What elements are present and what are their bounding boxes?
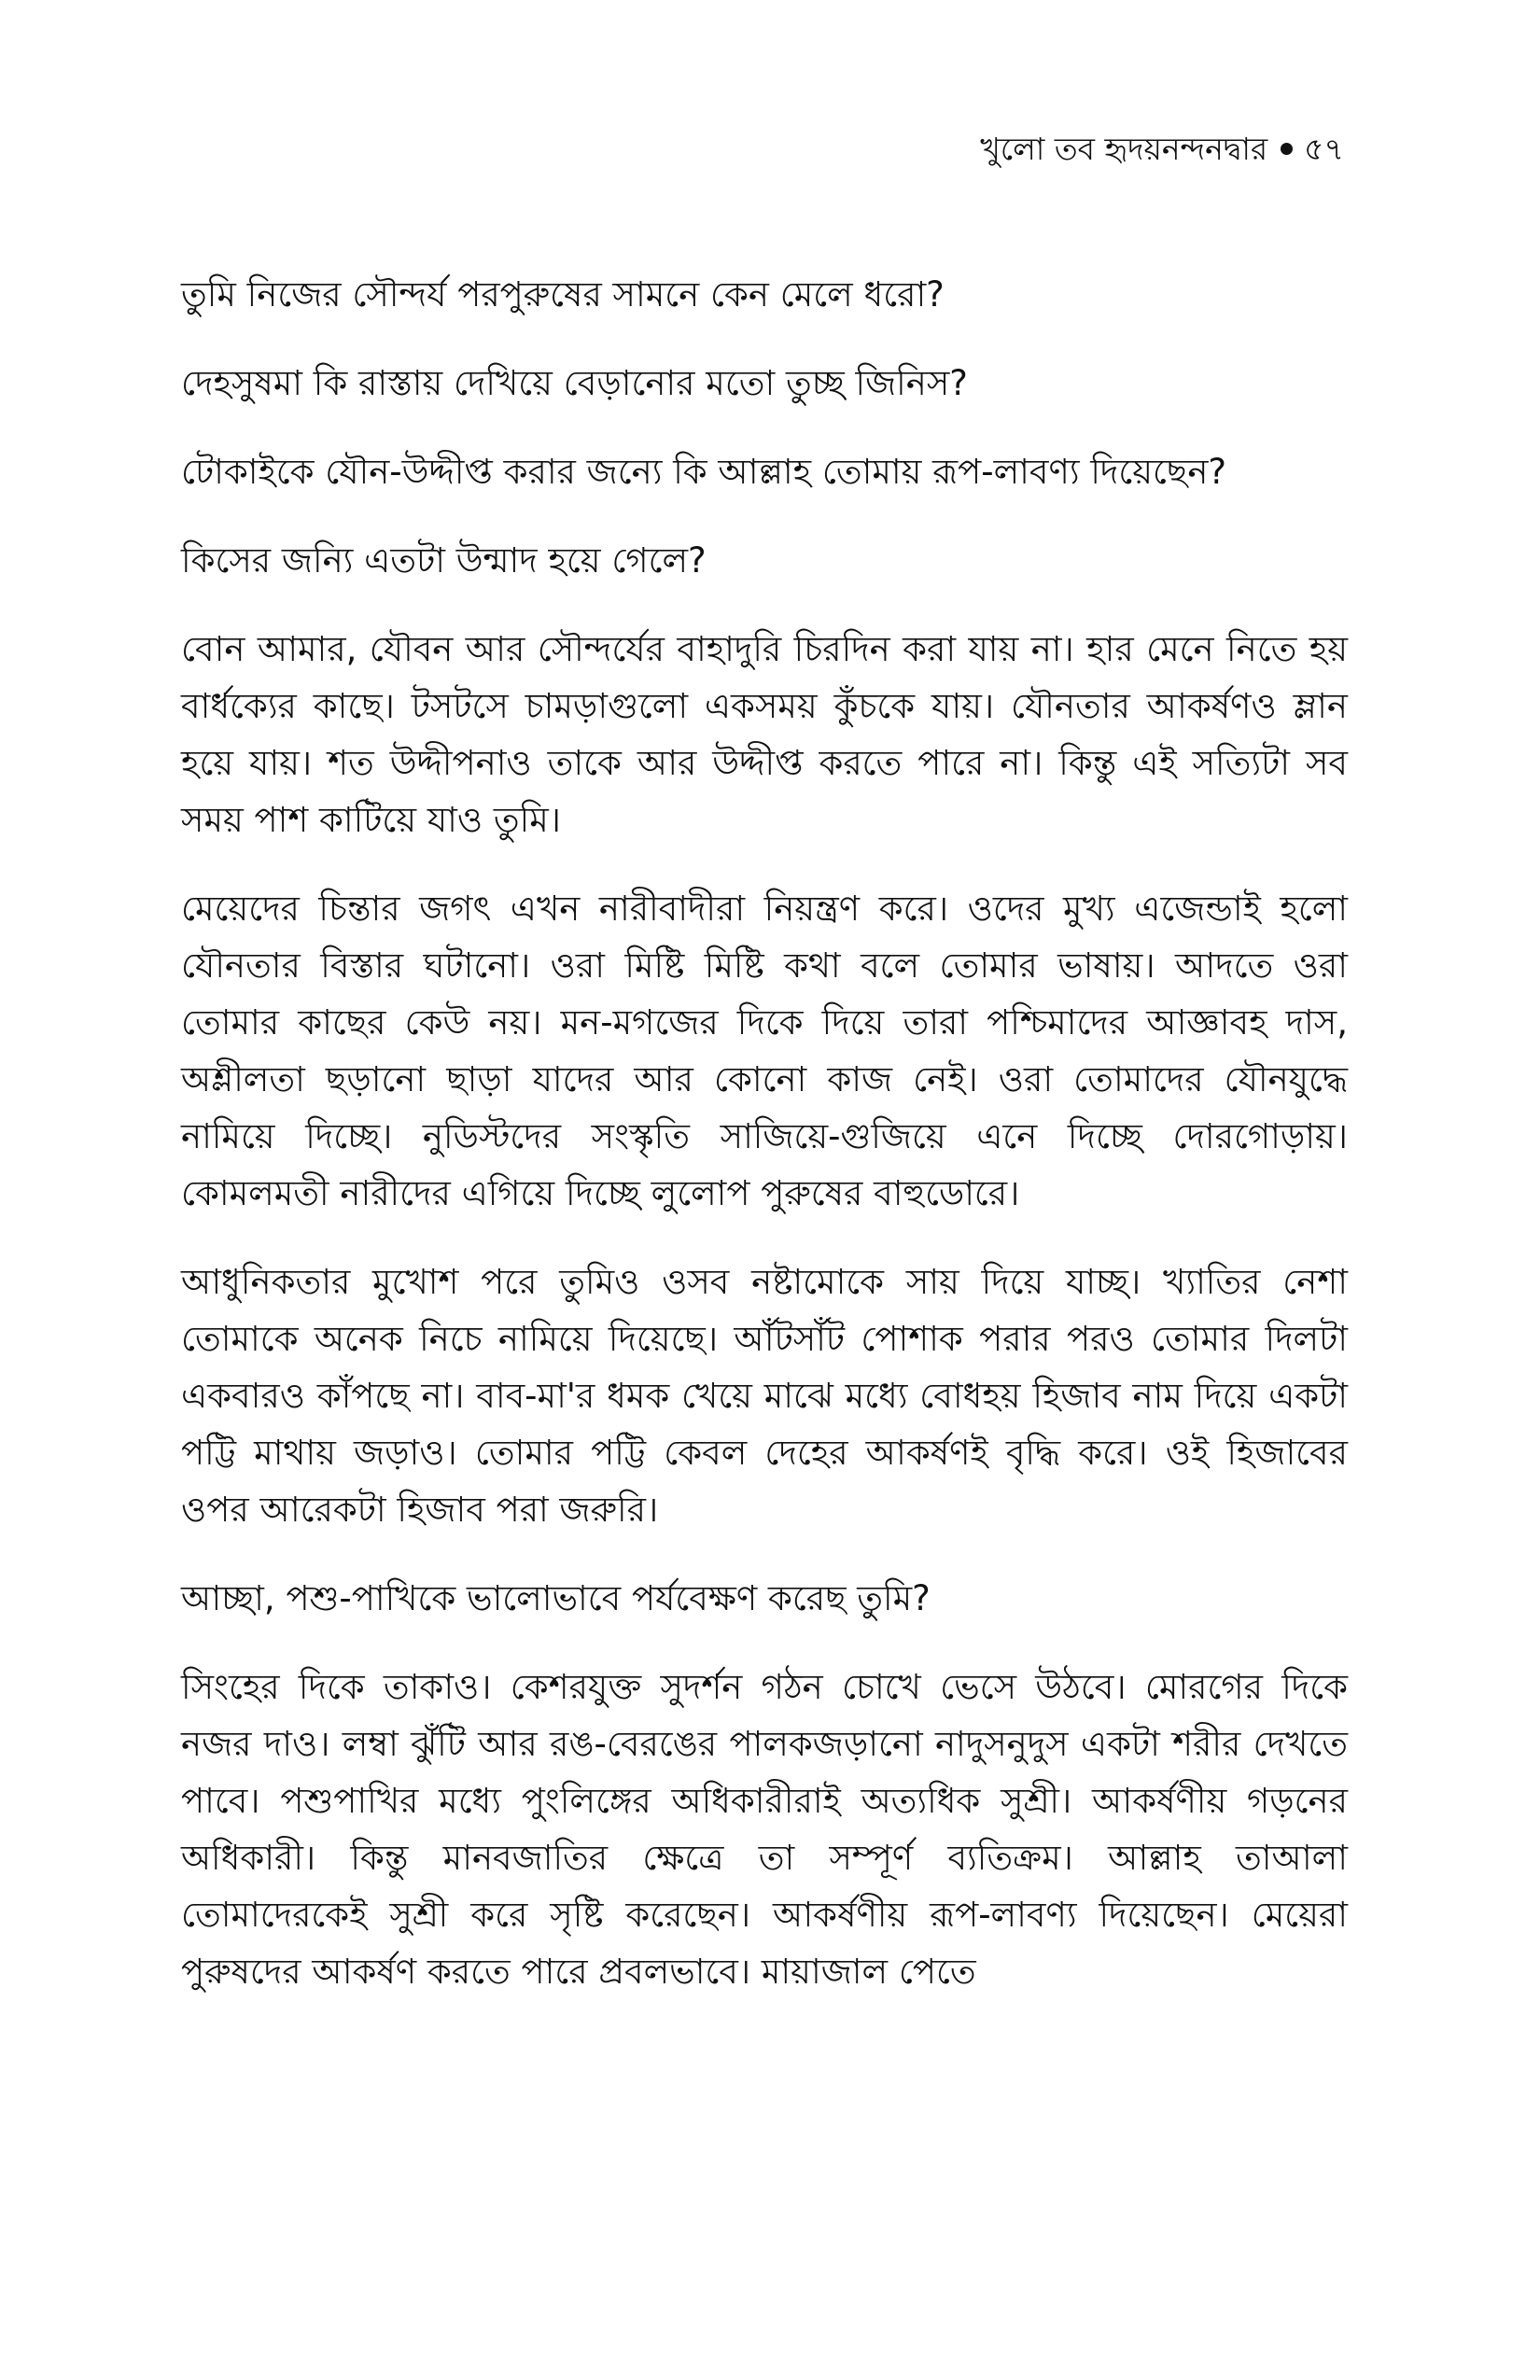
bullet-separator-icon: [1281, 143, 1293, 155]
running-title: খুলো তব হৃদয়নন্দনদ্বার: [980, 131, 1268, 167]
paragraph: তুমি নিজের সৌন্দর্য পরপুরুষের সামনে কেন মেলে ধরো?: [181, 274, 945, 315]
paragraph: আধুনিকতার মুখোশ পরে তুমিও ওসব নষ্টামোকে সায় দিয়ে যাচ্ছ। খ্যাতির নেশা তোমাকে অনেক নিচে নামিয়ে দিয়েছে। আঁটসাঁট পোশাক পরার পরও তোমার দিলটা একবারও কাঁপছে না। বাব-মা'র ধমক খেয়ে মাঝে মধ্যে বোধহয় হিজাব নাম দিয়ে একটা পট্টি মাথায় জড়াও। তোমার পট্টি কেবল দেহের আকর্ষণই বৃদ্ধি করে। ওই হিজাবের ওপর আরেকটা হিজাব পরা জরুরি।: [181, 1262, 1348, 1530]
paragraph: আচ্ছা, পশু-পাখিকে ভালোভাবে পর্যবেক্ষণ করেছ তুমি?: [181, 1578, 931, 1618]
page-number: ৫৭: [1304, 131, 1344, 167]
paragraph: কিসের জন্যি এতটা উন্মাদ হয়ে গেলে?: [181, 540, 707, 581]
paragraph: সিংহের দিকে তাকাও। কেশরযুক্ত সুদর্শন গঠন চোখে ভেসে উঠবে। মোরগের দিকে নজর দাও। লম্বা ঝুঁটি আর রঙ-বেরঙের পালকজড়ানো নাদুসনুদুস একটা শরীর দেখতে পাবে। পশুপাখির মধ্যে পুংলিঙ্গের অধিকারীরাই অত্যধিক সুশ্রী। আকর্ষণীয় গড়নের অধিকারী। কিন্তু মানবজাতির ক্ষেত্রে তা সম্পূর্ণ ব্যতিক্রম। আল্লাহ তাআলা তোমাদেরকেই সুশ্রী করে সৃষ্টি করেছেন। আকর্ষণীয় রূপ-লাবণ্য দিয়েছেন। মেয়েরা পুরুষদের আকর্ষণ করতে পারে প্রবলভাবে। মায়াজাল পেতে: [181, 1667, 1348, 1992]
paragraph: বোন আমার, যৌবন আর সৌন্দর্যের বাহাদুরি চিরদিন করা যায় না। হার মেনে নিতে হয় বার্ধক্যের কাছে। টসটসে চামড়াগুলো একসময় কুঁচকে যায়। যৌনতার আকর্ষণও ম্লান হয়ে যায়। শত উদ্দীপনাও তাকে আর উদ্দীপ্ত করতে পারে না। কিন্তু এই সত্যিটা সব সময় পাশ কাটিয়ে যাও তুমি।: [181, 629, 1348, 840]
paragraph: মেয়েদের চিন্তার জগৎ এখন নারীবাদীরা নিয়ন্ত্রণ করে। ওদের মুখ্য এজেন্ডাই হলো যৌনতার বিস্তার ঘটানো। ওরা মিষ্টি মিষ্টি কথা বলে তোমার ভাষায়। আদতে ওরা তোমার কাছের কেউ নয়। মন-মগজের দিকে দিয়ে তারা পশ্চিমাদের আজ্ঞাবহ দাস, অশ্লীলতা ছড়ানো ছাড়া যাদের আর কোনো কাজ নেই। ওরা তোমাদের যৌনযুদ্ধে নামিয়ে দিচ্ছে। নুডিস্টদের সংস্কৃতি সাজিয়ে-গুজিয়ে এনে দিচ্ছে দোরগোড়ায়। কোমলমতী নারীদের এগিয়ে দিচ্ছে লুলোপ পুরুষের বাহুডোরে।: [181, 889, 1348, 1213]
paragraph: টোকাইকে যৌন-উদ্দীপ্ত করার জন্যে কি আল্লাহ তোমায় রূপ-লাবণ্য দিয়েছেন?: [181, 452, 1227, 492]
running-header: [980, 129, 1344, 170]
body-text: [181, 266, 1348, 2000]
paragraph: দেহসুষমা কি রাস্তায় দেখিয়ে বেড়ানোর মতো তুচ্ছ জিনিস?: [181, 363, 968, 403]
